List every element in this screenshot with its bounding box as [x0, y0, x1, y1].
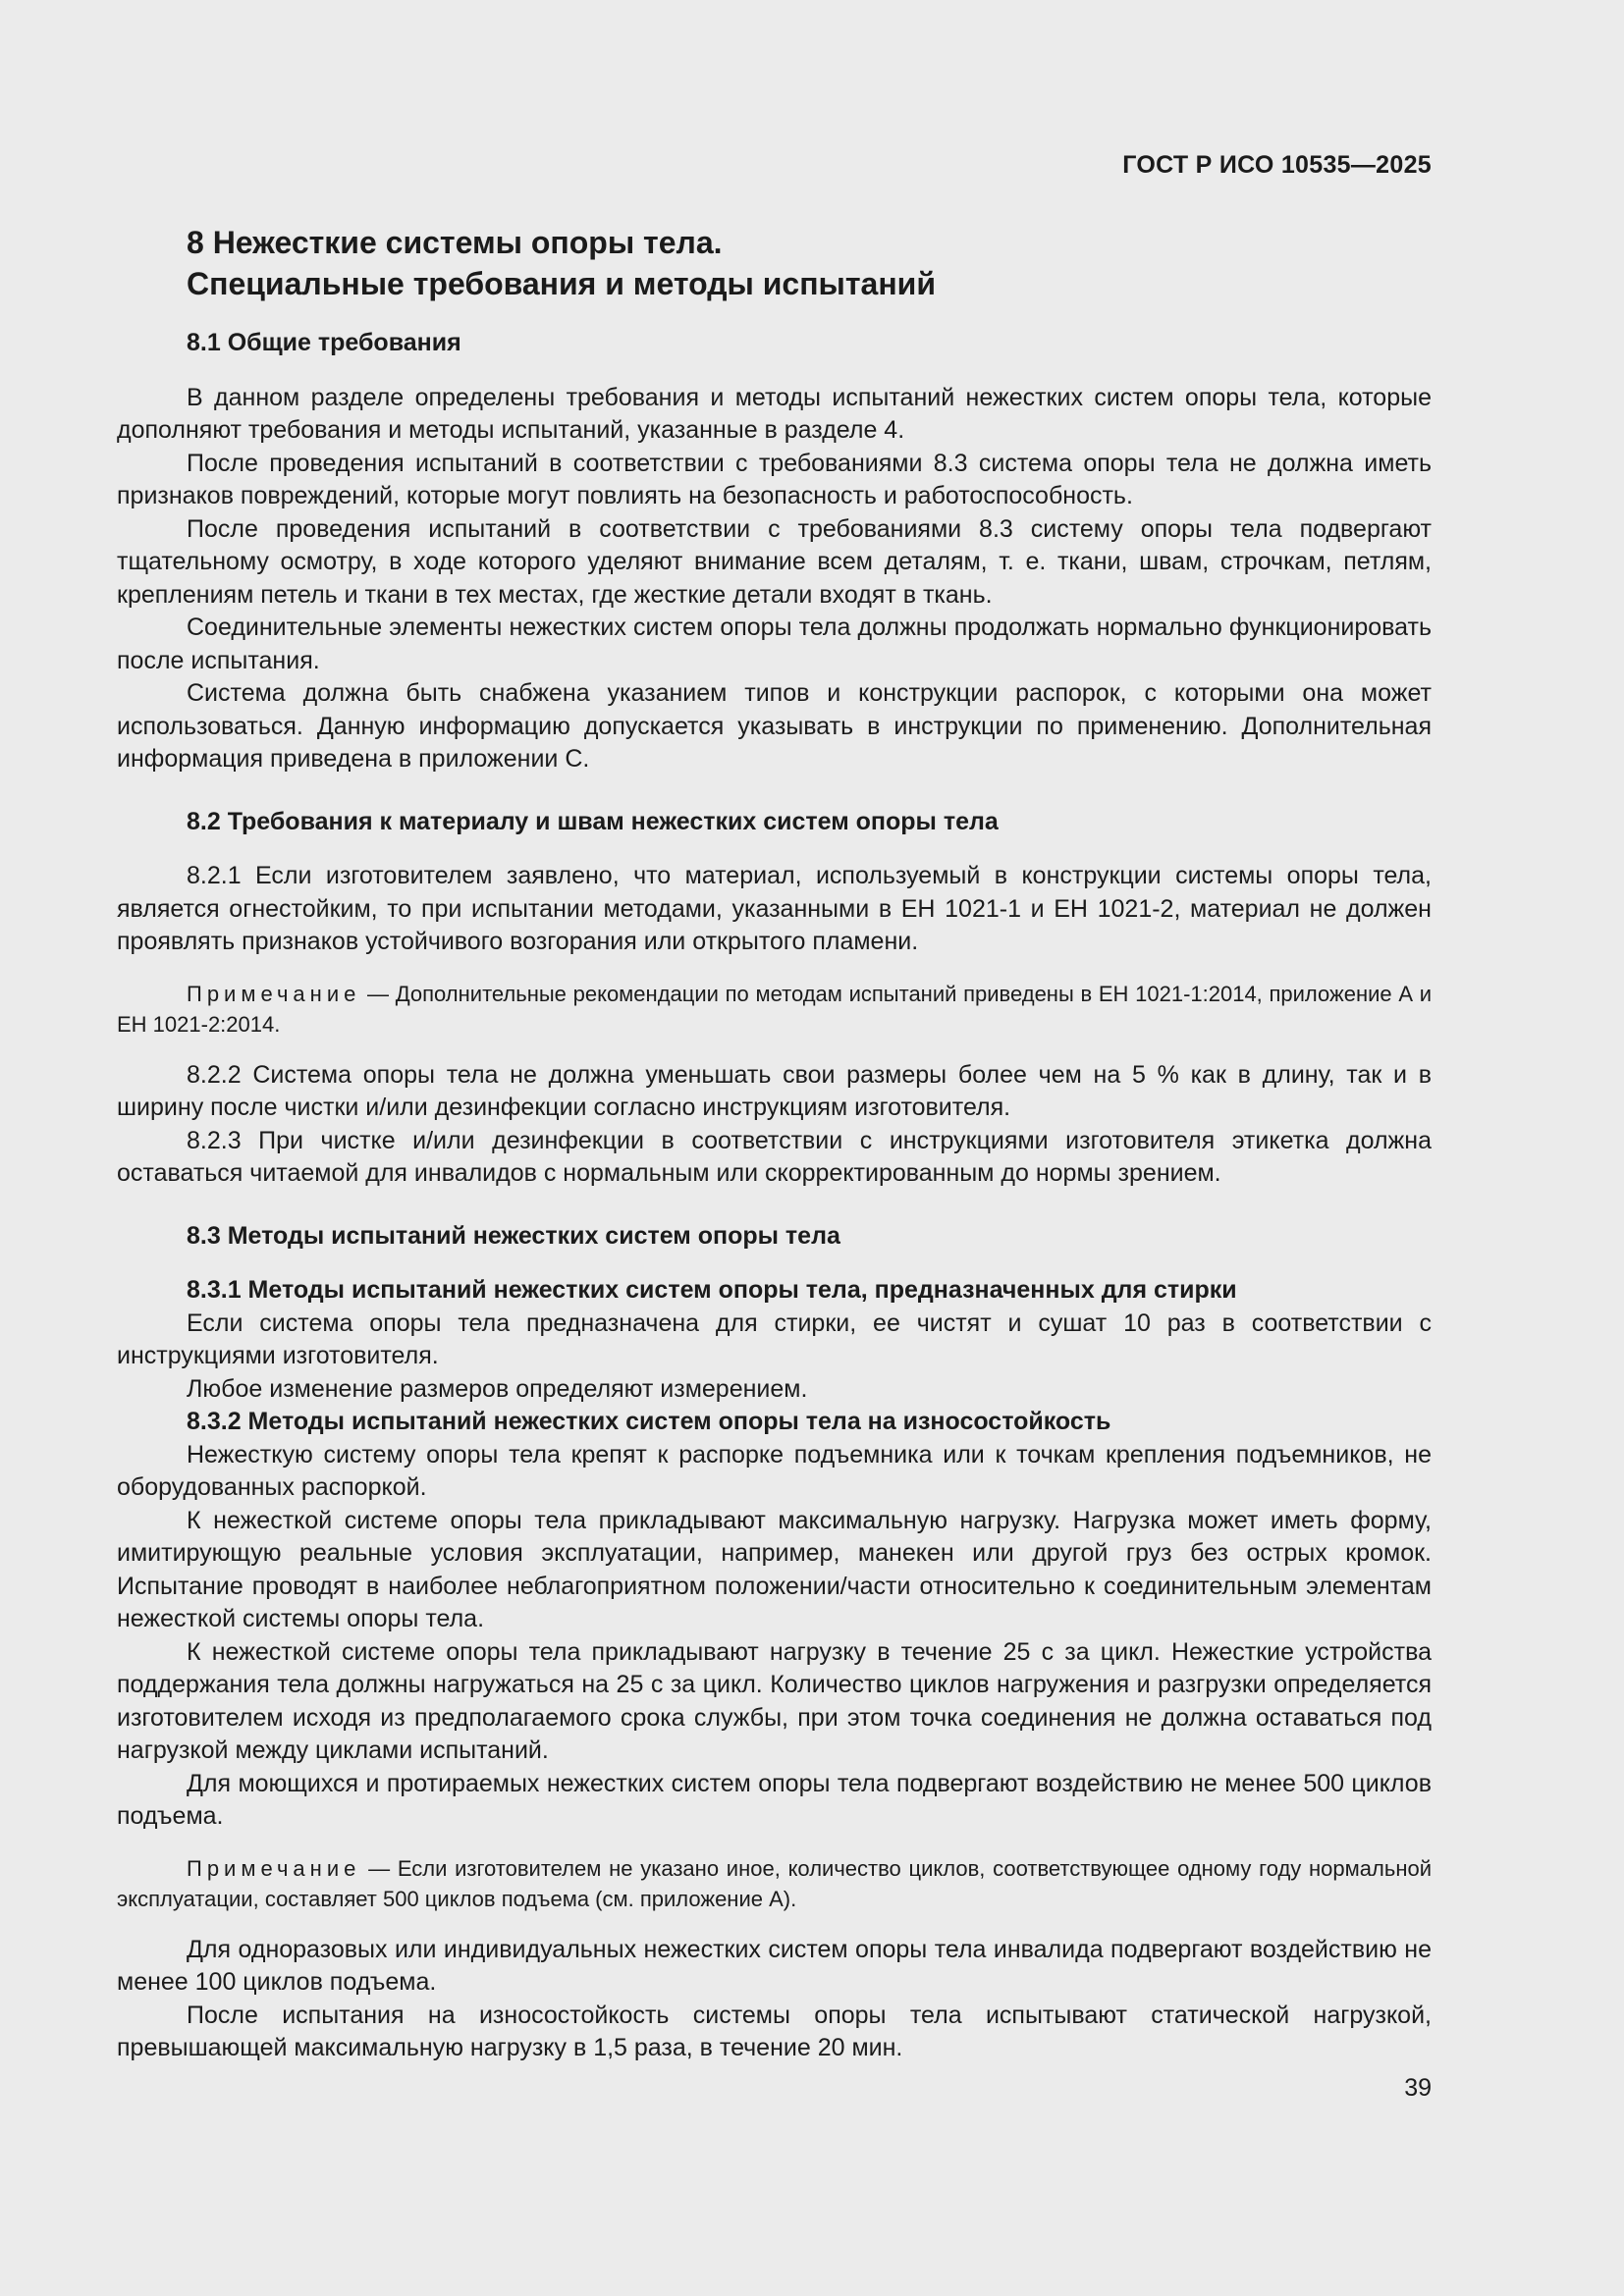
note-8-2 [117, 979, 1432, 1040]
page-number: 39 [1404, 2074, 1432, 2102]
paragraph-8-2-1: 8.2.1 Если изготовителем заявлено, что материал, используемый в конструкции системы опоры тела, является огнестойким, то при испытании методами, указанными в ЕН 1021-1 и ЕН 1021-2, материал не должен проявлять признаков устойчивого возгорания или открытого пламени. [117, 862, 1432, 955]
note-label: Примечание [187, 981, 361, 1006]
section-8-3-2-body-continued [117, 1934, 1432, 2065]
paragraph: Для одноразовых или индивидуальных нежестких систем опоры тела инвалида подвергают воздействию не менее 100 циклов подъема. [117, 1935, 1432, 1996]
chapter-title-line-2: Специальные требования и методы испытаний [187, 266, 937, 301]
paragraph: Соединительные элементы нежестких систем опоры тела должны продолжать нормально функционировать после испытания. [117, 614, 1432, 674]
chapter-title-line-1: 8 Нежесткие системы опоры тела. [187, 225, 723, 260]
note-8-3-2 [117, 1853, 1432, 1914]
subsection-8-3-1-heading: 8.3.1 Методы испытаний нежестких систем опоры тела, предназначенных для стирки [187, 1276, 1237, 1304]
paragraph: В данном разделе определены требования и методы испытаний нежестких систем опоры тела, которые дополняют требования и методы испытаний, указанные в разделе 4. [117, 383, 1432, 444]
section-8-2-body [117, 860, 1432, 959]
paragraph: Если система опоры тела предназначена для стирки, ее чистят и сушат 10 раз в соответствии с инструкциями изготовителя. [117, 1308, 1432, 1369]
page-content [117, 222, 1432, 2065]
section-8-2-body-continued [117, 1059, 1432, 1191]
section-8-2-heading: 8.2 Требования к материалу и швам нежестких систем опоры тела [187, 807, 999, 835]
paragraph: Любое изменение размеров определяют измерением. [187, 1374, 808, 1403]
section-8-3-heading: 8.3 Методы испытаний нежестких систем опоры тела [187, 1221, 840, 1250]
paragraph: К нежесткой системе опоры тела прикладывают нагрузку в течение 25 с за цикл. Нежесткие устройства поддержания тела должны нагружаться на 25 с за цикл. Количество циклов нагружения и разгрузки определяется изготовителем исходя из предполагаемого срока службы, при этом точка соединения не должна оставаться под нагрузкой между циклами испытаний. [117, 1637, 1432, 1764]
paragraph-8-2-3: 8.2.3 При чистке и/или дезинфекции в соответствии с инструкциями изготовителя этикетка должна оставаться читаемой для инвалидов с нормальным или скорректированным до нормы зрением. [117, 1126, 1432, 1187]
paragraph-8-2-2: 8.2.2 Система опоры тела не должна уменьшать свои размеры более чем на 5 % как в длину, так и в ширину после чистки и/или дезинфекции согласно инструкциям изготовителя. [117, 1060, 1432, 1121]
paragraph: После проведения испытаний в соответствии с требованиями 8.3 система опоры тела не должна иметь признаков повреждений, которые могут повлиять на безопасность и работоспособность. [117, 449, 1432, 509]
paragraph: К нежесткой системе опоры тела прикладывают максимальную нагрузку. Нагрузка может иметь форму, имитирующую реальные условия эксплуатации, например, манекен или другой груз без острых кромок. Испытание проводят в наиболее неблагоприятном положении/части относительно к соединительным элементам нежесткой системы опоры тела. [117, 1506, 1432, 1632]
section-8-1-body [117, 382, 1432, 776]
paragraph: После проведения испытаний в соответствии с требованиями 8.3 систему опоры тела подвергают тщательному осмотру, в ходе которого уделяют внимание всем деталям, т. е. ткани, швам, строчкам, петлям, креплениям петель и ткани в тех местах, где жесткие детали входят в ткань. [117, 514, 1432, 609]
paragraph: Система должна быть снабжена указанием типов и конструкции распорок, с которыми она может использоваться. Данную информацию допускается указывать в инструкции по применению. Дополнительная информация приведена в приложении С. [117, 679, 1432, 773]
note-text: — Если изготовителем не указано иное, количество циклов, соответствующее одному году нормальной эксплуатации, составляет 500 циклов подъема (см. приложение А). [117, 1855, 1432, 1911]
note-label: Примечание [187, 1855, 361, 1881]
paragraph: После испытания на износостойкость системы опоры тела испытывают статической нагрузкой, превышающей максимальную нагрузку в 1,5 раза, в течение 20 мин. [117, 2001, 1432, 2061]
paragraph: Для моющихся и протираемых нежестких систем опоры тела подвергают воздействию не менее 500 циклов подъема. [117, 1769, 1432, 1830]
section-8-1-heading: 8.1 Общие требования [187, 329, 461, 356]
document-id-header: ГОСТ Р ИСО 10535—2025 [1122, 151, 1432, 179]
chapter-heading [187, 222, 1432, 304]
subsection-8-3-2-heading: 8.3.2 Методы испытаний нежестких систем опоры тела на износостойкость [187, 1408, 1111, 1435]
paragraph: Нежесткую систему опоры тела крепят к распорке подъемника или к точкам крепления подъемников, не оборудованных распоркой. [117, 1440, 1432, 1501]
note-text: — Дополнительные рекомендации по методам испытаний приведены в ЕН 1021-1:2014, приложение А и ЕН 1021-2:2014. [117, 981, 1432, 1037]
